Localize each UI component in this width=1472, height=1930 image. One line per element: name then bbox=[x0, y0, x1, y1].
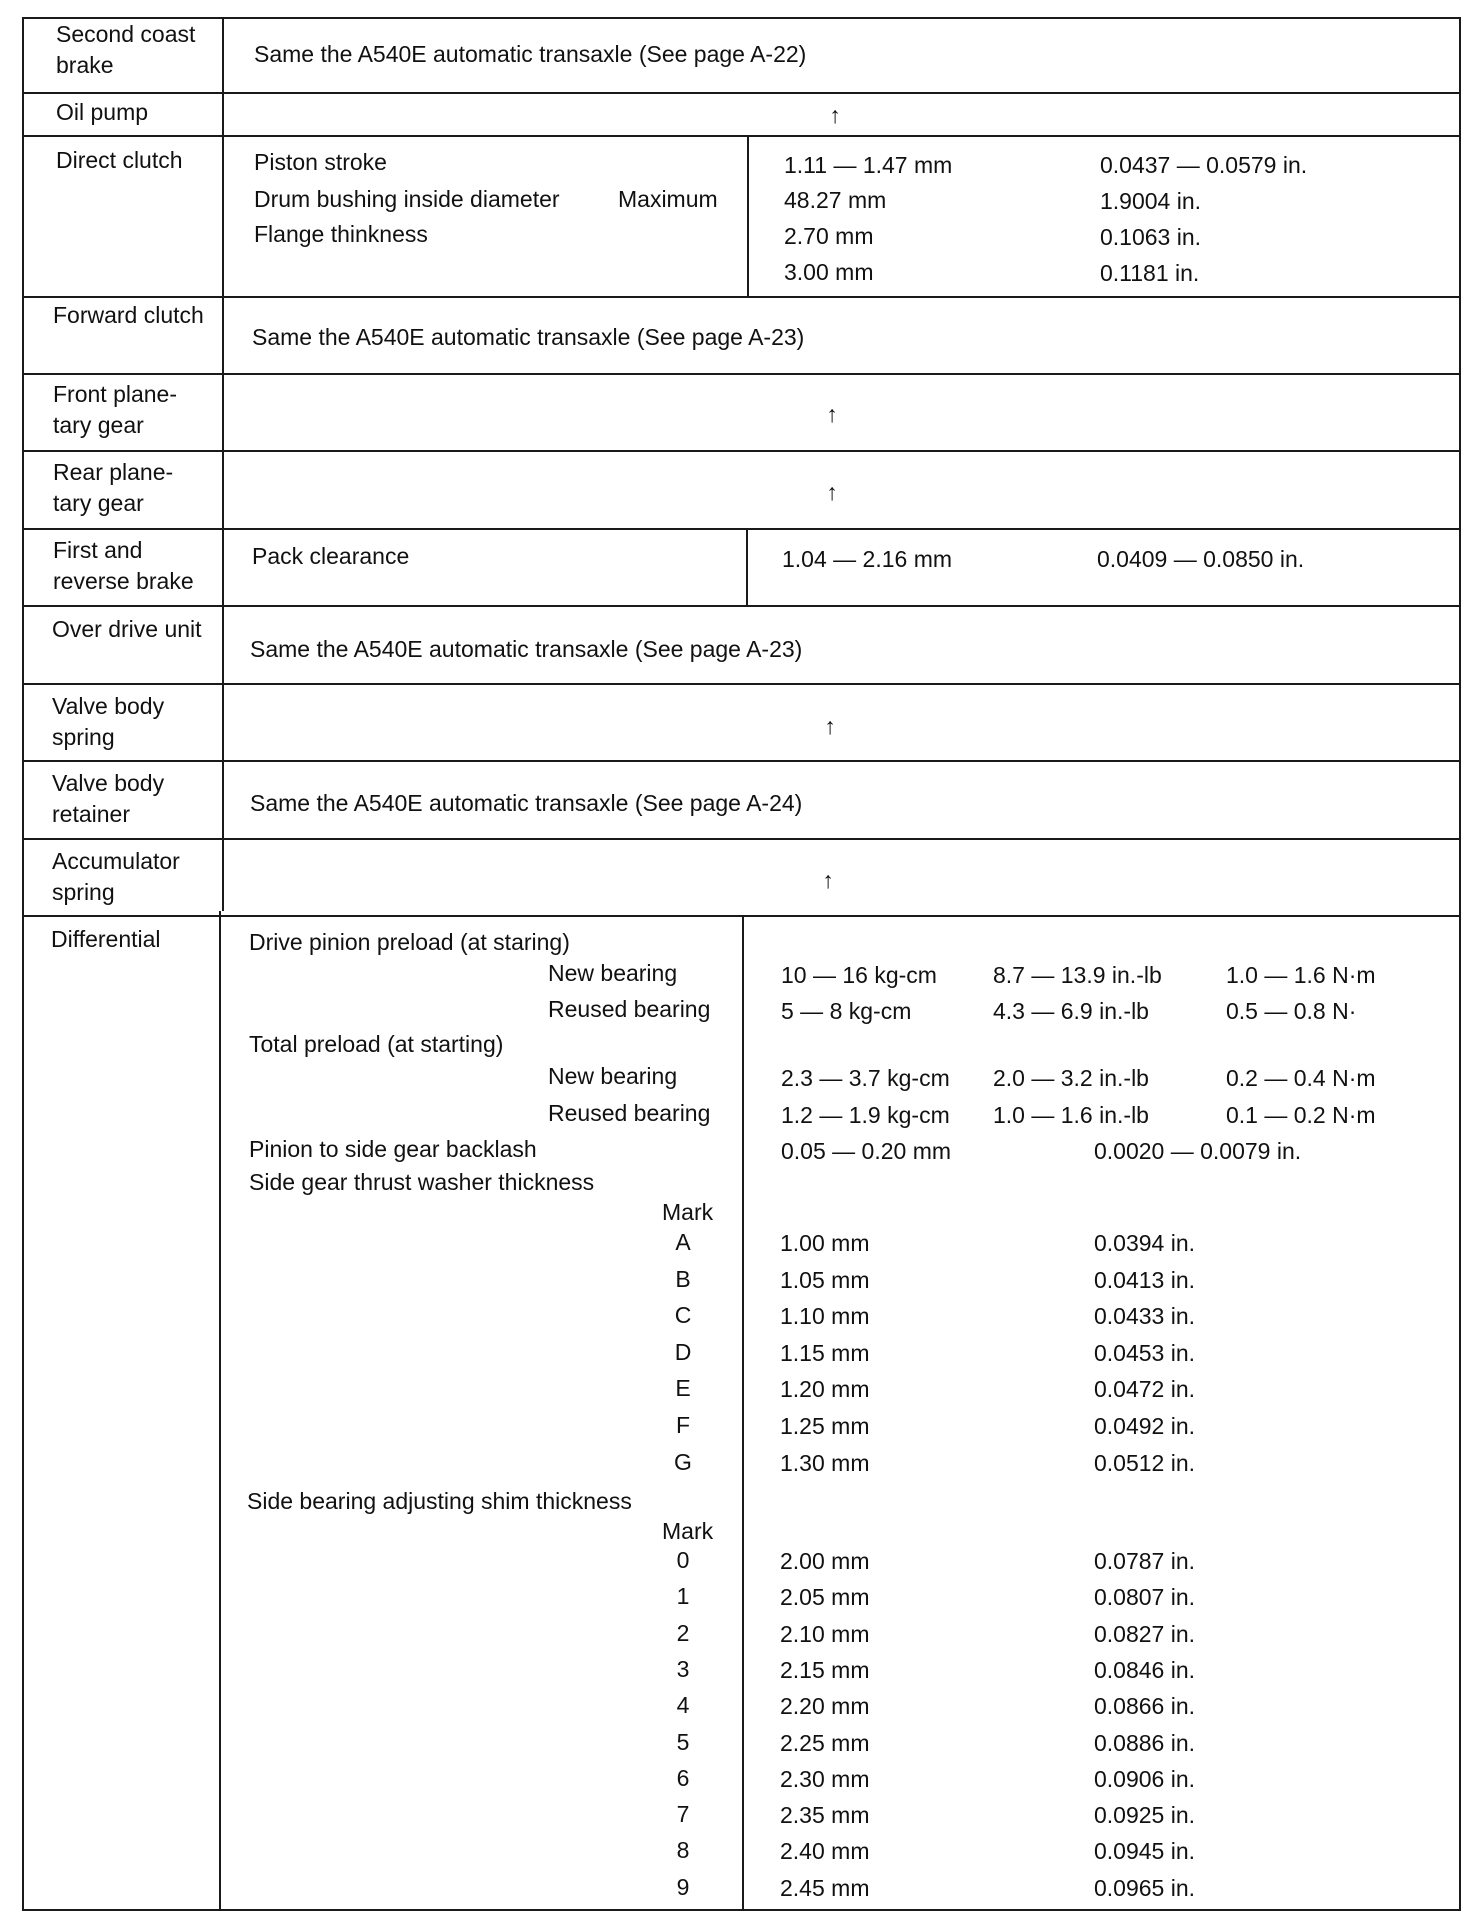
value-imperial: 0.0492 in. bbox=[1094, 1413, 1196, 1439]
shim-title: Side bearing adjusting shim thickness bbox=[247, 1488, 632, 1514]
ditto-arrow: ↑ bbox=[826, 401, 838, 427]
mark-value: C bbox=[674, 1302, 692, 1329]
value-imperial: 0.0437 — 0.0579 in. bbox=[1100, 152, 1308, 178]
mark-value: 5 bbox=[676, 1728, 690, 1755]
row-label-forward-clutch: Forward clutch bbox=[53, 302, 204, 328]
value-column-divider bbox=[746, 528, 748, 605]
value-imperial: 0.0512 in. bbox=[1094, 1449, 1196, 1476]
value-imperial: 0.0886 in. bbox=[1094, 1729, 1196, 1756]
mark-value: D bbox=[674, 1338, 692, 1365]
value-inlb: 4.3 — 6.9 in.-lb bbox=[993, 998, 1149, 1024]
row-divider bbox=[22, 605, 1461, 607]
row-divider bbox=[22, 838, 1461, 840]
value-imperial: 0.0827 in. bbox=[1094, 1620, 1196, 1647]
item-pack-clearance: Pack clearance bbox=[252, 543, 410, 569]
value-metric: 2.25 mm bbox=[780, 1729, 870, 1756]
value-imperial: 0.0413 in. bbox=[1094, 1266, 1196, 1293]
row-divider bbox=[22, 760, 1461, 762]
value-nm: 0.1 — 0.2 N·m bbox=[1226, 1102, 1376, 1128]
mark-value: B bbox=[675, 1265, 691, 1292]
row-label-second-coast-brake: Second coast brake bbox=[56, 21, 196, 78]
mark-value: F bbox=[675, 1412, 691, 1438]
value-inlb: 2.0 — 3.2 in.-lb bbox=[993, 1065, 1149, 1091]
bearing-label-reused: Reused bearing bbox=[548, 1100, 711, 1126]
item-piston-stroke: Piston stroke bbox=[254, 149, 387, 175]
row-divider bbox=[22, 450, 1461, 452]
table-border-left bbox=[22, 17, 24, 1911]
row-divider bbox=[22, 135, 1461, 137]
value-imperial: 0.0925 in. bbox=[1094, 1802, 1196, 1829]
same-as-note: Same the A540E automatic transaxle (See page A-24) bbox=[250, 790, 803, 816]
mark-value: 0 bbox=[676, 1547, 690, 1573]
mark-value: E bbox=[675, 1375, 691, 1402]
item-flange-thickness: Flange thinkness bbox=[254, 221, 428, 247]
mark-value: A bbox=[675, 1229, 691, 1255]
mark-value: 3 bbox=[676, 1655, 690, 1682]
value-metric: 1.15 mm bbox=[780, 1339, 870, 1366]
thrust-washer-title: Side gear thrust washer thickness bbox=[249, 1169, 595, 1195]
value-inlb: 1.0 — 1.6 in.-lb bbox=[993, 1102, 1149, 1128]
row-divider bbox=[22, 528, 1461, 530]
row-label-valve-body-spring: Valve body spring bbox=[52, 693, 165, 750]
row-label-first-reverse-brake: First and reverse brake bbox=[53, 537, 194, 594]
row-label-oil-pump: Oil pump bbox=[56, 99, 149, 125]
table-border-bottom bbox=[22, 1909, 1461, 1911]
ditto-arrow: ↑ bbox=[824, 713, 836, 739]
value-metric: 2.45 mm bbox=[780, 1874, 870, 1901]
value-metric: 2.15 mm bbox=[780, 1656, 870, 1683]
backlash-label: Pinion to side gear backlash bbox=[249, 1136, 537, 1162]
value-imperial: 0.1063 in. bbox=[1100, 224, 1202, 250]
row-divider bbox=[22, 92, 1461, 94]
row-divider bbox=[22, 296, 1461, 298]
same-as-note: Same the A540E automatic transaxle (See page A-23) bbox=[250, 636, 803, 662]
value-imperial: 0.0453 in. bbox=[1094, 1339, 1196, 1366]
value-metric: 1.11 — 1.47 mm bbox=[784, 152, 953, 178]
value-metric: 1.05 mm bbox=[780, 1266, 870, 1293]
value-imperial: 0.0433 in. bbox=[1094, 1303, 1196, 1330]
value-kgcm: 1.2 — 1.9 kg-cm bbox=[781, 1102, 950, 1128]
label-column-divider bbox=[219, 911, 221, 1911]
value-nm: 1.0 — 1.6 N·m bbox=[1226, 962, 1376, 988]
mark-header: Mark bbox=[662, 1199, 714, 1225]
value-imperial: 0.0866 in. bbox=[1094, 1693, 1196, 1720]
value-metric: 2.10 mm bbox=[780, 1620, 870, 1647]
label-column-divider bbox=[222, 17, 224, 911]
mark-value: G bbox=[674, 1448, 692, 1475]
value-metric: 2.35 mm bbox=[780, 1802, 870, 1829]
row-label-over-drive-unit: Over drive unit bbox=[52, 616, 202, 642]
ditto-arrow: ↑ bbox=[829, 102, 841, 128]
value-metric: 2.30 mm bbox=[780, 1765, 870, 1792]
value-imperial: 0.0787 in. bbox=[1094, 1548, 1196, 1574]
ditto-arrow: ↑ bbox=[822, 867, 834, 893]
value-column-divider bbox=[742, 915, 744, 1909]
row-label-differential: Differential bbox=[51, 926, 161, 952]
value-imperial: 0.0409 — 0.0850 in. bbox=[1097, 546, 1305, 572]
item-drum-bushing: Drum bushing inside diameter bbox=[254, 186, 560, 212]
value-nm: 0.2 — 0.4 N·m bbox=[1226, 1065, 1376, 1091]
value-kgcm: 5 — 8 kg-cm bbox=[781, 998, 912, 1024]
mark-header: Mark bbox=[662, 1518, 714, 1544]
value-kgcm: 2.3 — 3.7 kg-cm bbox=[781, 1065, 950, 1091]
mark-value: 4 bbox=[676, 1692, 690, 1719]
row-divider bbox=[22, 683, 1461, 685]
mark-value: 8 bbox=[676, 1837, 690, 1864]
drive-pinion-preload-title: Drive pinion preload (at staring) bbox=[249, 929, 570, 955]
value-metric: 2.00 mm bbox=[780, 1548, 870, 1574]
mark-value: 7 bbox=[676, 1801, 690, 1828]
value-metric: 2.70 mm bbox=[784, 223, 874, 249]
bearing-label-new: New bearing bbox=[548, 1063, 678, 1089]
bearing-label-new: New bearing bbox=[548, 960, 678, 986]
bearing-label-reused: Reused bearing bbox=[548, 996, 711, 1022]
row-label-direct-clutch: Direct clutch bbox=[56, 147, 183, 173]
item-qualifier: Maximum bbox=[618, 186, 718, 212]
value-nm: 0.5 — 0.8 N· bbox=[1226, 998, 1357, 1024]
value-metric: 48.27 mm bbox=[784, 187, 887, 213]
row-label-rear-planetary-gear: Rear plane-tary gear bbox=[53, 459, 174, 516]
value-metric: 2.20 mm bbox=[780, 1693, 870, 1720]
value-metric: 1.00 mm bbox=[780, 1230, 870, 1256]
mark-value: 9 bbox=[676, 1873, 690, 1900]
value-metric: 3.00 mm bbox=[784, 259, 874, 285]
same-as-note: Same the A540E automatic transaxle (See page A-22) bbox=[254, 41, 807, 67]
same-as-note: Same the A540E automatic transaxle (See page A-23) bbox=[252, 324, 805, 350]
mark-value: 1 bbox=[676, 1583, 690, 1610]
total-preload-title: Total preload (at starting) bbox=[249, 1031, 504, 1057]
value-imperial: 0.0945 in. bbox=[1094, 1838, 1196, 1865]
value-imperial: 1.9004 in. bbox=[1100, 188, 1202, 214]
value-column-divider bbox=[747, 135, 749, 296]
table-border-right bbox=[1459, 17, 1461, 1911]
value-imperial: 0.0394 in. bbox=[1094, 1230, 1196, 1256]
value-imperial: 0.0020 — 0.0079 in. bbox=[1094, 1138, 1302, 1164]
ditto-arrow: ↑ bbox=[826, 479, 838, 505]
value-imperial: 0.0807 in. bbox=[1094, 1584, 1196, 1611]
value-metric: 1.30 mm bbox=[780, 1449, 870, 1476]
table-border-top bbox=[24, 17, 1461, 19]
value-imperial: 0.0906 in. bbox=[1094, 1765, 1196, 1792]
value-metric: 1.20 mm bbox=[780, 1376, 870, 1403]
mark-value: 6 bbox=[676, 1764, 690, 1791]
value-imperial: 0.0846 in. bbox=[1094, 1656, 1196, 1683]
value-metric: 0.05 — 0.20 mm bbox=[781, 1138, 952, 1164]
value-metric: 2.05 mm bbox=[780, 1584, 870, 1611]
value-metric: 1.10 mm bbox=[780, 1303, 870, 1330]
value-imperial: 0.0472 in. bbox=[1094, 1376, 1196, 1403]
value-metric: 1.25 mm bbox=[780, 1413, 870, 1439]
row-label-valve-body-retainer: Valve body retainer bbox=[52, 770, 165, 827]
row-divider bbox=[22, 373, 1461, 375]
value-metric: 2.40 mm bbox=[780, 1838, 870, 1865]
value-imperial: 0.1181 in. bbox=[1100, 260, 1200, 286]
value-imperial: 0.0965 in. bbox=[1094, 1874, 1196, 1901]
value-metric: 1.04 — 2.16 mm bbox=[782, 546, 953, 572]
mark-value: 2 bbox=[676, 1619, 690, 1646]
value-inlb: 8.7 — 13.9 in.-lb bbox=[993, 962, 1162, 988]
row-label-front-planetary-gear: Front plane-tary gear bbox=[53, 381, 178, 438]
value-kgcm: 10 — 16 kg-cm bbox=[781, 962, 937, 988]
row-label-accumulator-spring: Accumulator spring bbox=[52, 848, 180, 905]
